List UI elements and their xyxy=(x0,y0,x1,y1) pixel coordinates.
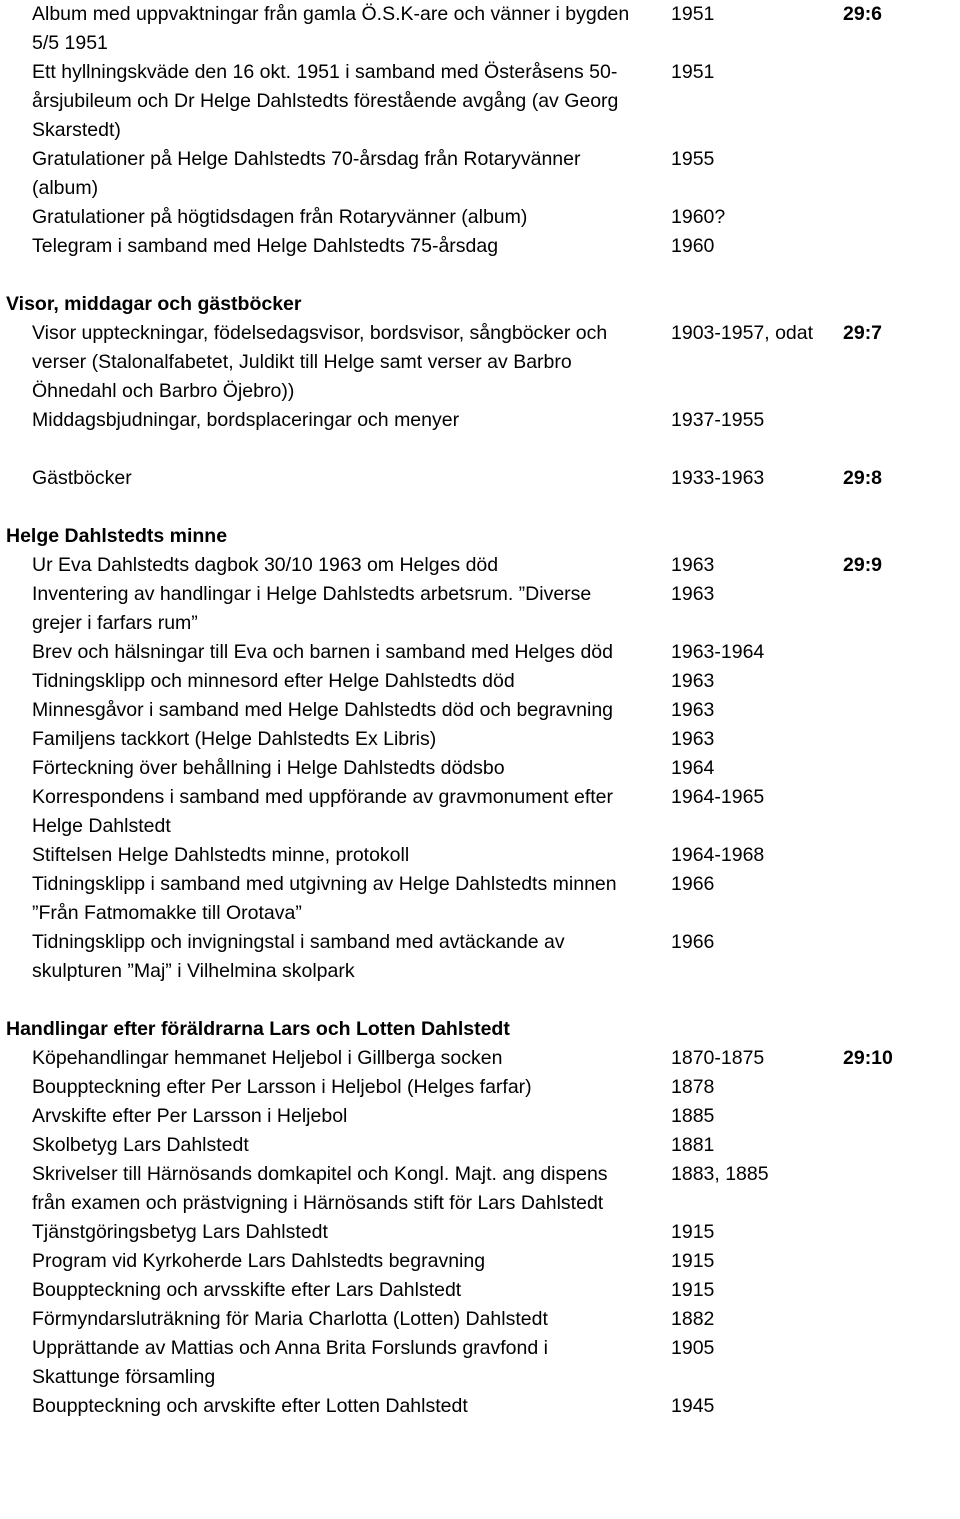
archive-entry xyxy=(0,1131,960,1160)
section-heading: Handlingar efter föräldrarna Lars och Lotten Dahlstedt xyxy=(6,1018,510,1040)
archive-section xyxy=(0,0,960,261)
entry-date: 1883, 1885 xyxy=(671,1163,769,1185)
entry-date: 1915 xyxy=(671,1279,715,1301)
entry-date: 1937-1955 xyxy=(671,409,765,431)
row-spacer xyxy=(0,435,960,464)
entry-description: Gratulationer på Helge Dahlstedts 70-årsdag från Rotaryvänner (album) xyxy=(32,148,581,199)
entry-description: Minnesgåvor i samband med Helge Dahlstedts död och begravning xyxy=(32,699,614,721)
entry-description: Skrivelser till Härnösands domkapitel och Kongl. Majt. ang dispens från examen och prästvigning i Härnösands stift för Lars Dahlstedt xyxy=(32,1163,608,1214)
section-heading: Helge Dahlstedts minne xyxy=(6,525,228,547)
archive-entry xyxy=(0,1247,960,1276)
entry-date: 1878 xyxy=(671,1076,715,1098)
archive-entry xyxy=(0,928,960,986)
archive-entry xyxy=(0,1305,960,1334)
archive-section xyxy=(0,1015,960,1421)
entry-reference: 29:7 xyxy=(843,322,883,344)
entry-description: Bouppteckning efter Per Larsson i Heljebol (Helges farfar) xyxy=(32,1076,532,1098)
archive-entry xyxy=(0,1334,960,1392)
archive-entry xyxy=(0,754,960,783)
entry-date: 1905 xyxy=(671,1337,715,1359)
entry-description: Tidningsklipp i samband med utgivning av Helge Dahlstedts minnen ”Från Fatmomakke till Orotava” xyxy=(32,873,617,924)
entry-date: 1915 xyxy=(671,1221,715,1243)
archive-entry xyxy=(0,551,960,580)
entry-description: Korrespondens i samband med uppförande av gravmonument efter Helge Dahlstedt xyxy=(32,786,614,837)
entry-date: 1963 xyxy=(671,728,715,750)
entry-date: 1964-1968 xyxy=(671,844,765,866)
entry-description: Album med uppvaktningar från gamla Ö.S.K-are och vänner i bygden 5/5 1951 xyxy=(32,3,630,54)
entry-date: 1960? xyxy=(671,206,726,228)
archive-entry xyxy=(0,783,960,841)
entry-date: 1933-1963 xyxy=(671,467,765,489)
entry-description: Program vid Kyrkoherde Lars Dahlstedts begravning xyxy=(32,1250,486,1272)
entry-date: 1915 xyxy=(671,1250,715,1272)
entry-description: Tidningsklipp och minnesord efter Helge Dahlstedts död xyxy=(32,670,515,692)
entry-description: Bouppteckning och arvskifte efter Lotten Dahlstedt xyxy=(32,1395,468,1417)
entry-reference: 29:10 xyxy=(843,1047,893,1069)
entry-date: 1963 xyxy=(671,670,715,692)
entry-description: Ur Eva Dahlstedts dagbok 30/10 1963 om Helges död xyxy=(32,554,499,576)
entry-description: Inventering av handlingar i Helge Dahlstedts arbetsrum. ”Diverse grejer i farfars rum” xyxy=(32,583,592,634)
entry-description: Upprättande av Mattias och Anna Brita Forslunds gravfond i Skattunge församling xyxy=(32,1337,548,1388)
entry-date: 1951 xyxy=(671,61,715,83)
entry-description: Middagsbjudningar, bordsplaceringar och menyer xyxy=(32,409,460,431)
entry-description: Arvskifte efter Per Larsson i Heljebol xyxy=(32,1105,348,1127)
archive-entry xyxy=(0,406,960,435)
entry-date: 1963 xyxy=(671,699,715,721)
entry-date: 1870-1875 xyxy=(671,1047,765,1069)
entry-description: Köpehandlingar hemmanet Heljebol i Gillberga socken xyxy=(32,1047,503,1069)
entry-description: Telegram i samband med Helge Dahlstedts 75-årsdag xyxy=(32,235,499,257)
entry-description: Förteckning över behållning i Helge Dahlstedts dödsbo xyxy=(32,757,505,779)
entry-description: Förmyndarsluträkning för Maria Charlotta (Lotten) Dahlstedt xyxy=(32,1308,548,1330)
entry-reference: 29:9 xyxy=(843,554,883,576)
archive-entry xyxy=(0,1102,960,1131)
archive-entry xyxy=(0,0,960,58)
entry-date: 1964-1965 xyxy=(671,786,765,808)
archive-entry xyxy=(0,1073,960,1102)
archive-section xyxy=(0,522,960,986)
entry-date: 1966 xyxy=(671,873,715,895)
entry-date: 1951 xyxy=(671,3,715,25)
entry-description: Tjänstgöringsbetyg Lars Dahlstedt xyxy=(32,1221,328,1243)
archive-entry xyxy=(0,319,960,406)
entry-date: 1955 xyxy=(671,148,715,170)
entry-description: Tidningsklipp och invigningstal i samband med avtäckande av skulpturen ”Maj” i Vilhelmina skolpark xyxy=(32,931,565,982)
entry-date: 1903-1957, odat xyxy=(671,322,814,344)
entry-description: Ett hyllningskväde den 16 okt. 1951 i samband med Österåsens 50-årsjubileum och Dr Helge Dahlstedts förestående avgång (av Georg Skarstedt) xyxy=(32,61,619,141)
archive-entry xyxy=(0,464,960,493)
archive-entry xyxy=(0,232,960,261)
archive-entry xyxy=(0,1044,960,1073)
entry-date: 1964 xyxy=(671,757,715,779)
archive-entry xyxy=(0,58,960,145)
archive-entry xyxy=(0,1218,960,1247)
entry-description: Bouppteckning och arvsskifte efter Lars Dahlstedt xyxy=(32,1279,462,1301)
archive-entry xyxy=(0,870,960,928)
archive-entry xyxy=(0,638,960,667)
entry-description: Stiftelsen Helge Dahlstedts minne, protokoll xyxy=(32,844,410,866)
archive-entry xyxy=(0,1160,960,1218)
entry-date: 1885 xyxy=(671,1105,715,1127)
archive-entry xyxy=(0,203,960,232)
archive-entry xyxy=(0,667,960,696)
entry-date: 1963-1964 xyxy=(671,641,765,663)
archive-section xyxy=(0,290,960,493)
entry-description: Skolbetyg Lars Dahlstedt xyxy=(32,1134,249,1156)
entry-date: 1960 xyxy=(671,235,715,257)
archive-entry xyxy=(0,145,960,203)
archive-entry xyxy=(0,841,960,870)
section-spacer xyxy=(0,986,960,1015)
entry-date: 1881 xyxy=(671,1134,715,1156)
entry-date: 1945 xyxy=(671,1395,715,1417)
section-spacer xyxy=(0,261,960,290)
archive-entry xyxy=(0,696,960,725)
entry-description: Familjens tackkort (Helge Dahlstedts Ex Libris) xyxy=(32,728,437,750)
archive-entry xyxy=(0,1276,960,1305)
entry-date: 1966 xyxy=(671,931,715,953)
archive-entry xyxy=(0,1392,960,1421)
entry-date: 1963 xyxy=(671,554,715,576)
entry-description: Visor uppteckningar, födelsedagsvisor, bordsvisor, sångböcker och verser (Stalonalfabetet, Juldikt till Helge samt verser av Barbro Öhnedahl och Barbro Öjebro)) xyxy=(32,322,608,402)
section-heading: Visor, middagar och gästböcker xyxy=(6,293,302,315)
entry-date: 1963 xyxy=(671,583,715,605)
entry-reference: 29:6 xyxy=(843,3,883,25)
section-spacer xyxy=(0,493,960,522)
entry-date: 1882 xyxy=(671,1308,715,1330)
entry-reference: 29:8 xyxy=(843,467,883,489)
entry-description: Brev och hälsningar till Eva och barnen i samband med Helges död xyxy=(32,641,614,663)
entry-description: Gratulationer på högtidsdagen från Rotaryvänner (album) xyxy=(32,206,528,228)
archive-entry xyxy=(0,725,960,754)
archive-entry xyxy=(0,580,960,638)
entry-description: Gästböcker xyxy=(32,467,132,489)
